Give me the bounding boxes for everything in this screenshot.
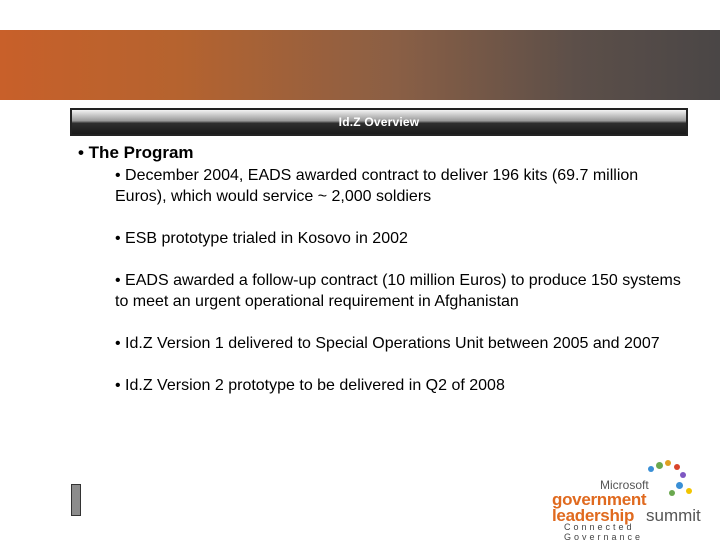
logo-tagline: Connected Governance	[564, 522, 644, 542]
logo-summit: summit	[646, 506, 701, 525]
slide-content	[78, 143, 688, 417]
bullet-item: • Id.Z Version 2 prototype to be delivered in Q2 of 2008	[115, 377, 505, 394]
bullet-list	[115, 165, 688, 396]
title-bar	[70, 108, 688, 136]
logo-government: government	[552, 490, 647, 509]
logo-microsoft: Microsoft	[600, 478, 649, 492]
bullet-item: • EADS awarded a follow-up contract (10 million Euros) to produce 150 systems to meet an urgent operational requirement in Afghanistan	[115, 272, 681, 310]
slide-marker	[71, 484, 81, 516]
summit-logo	[550, 458, 710, 542]
top-banner	[0, 30, 720, 100]
bullet-item: • December 2004, EADS awarded contract to deliver 196 kits (69.7 million Euros), which would service ~ 2,000 soldiers	[115, 167, 639, 205]
logo-leadership: leadership	[552, 506, 635, 525]
bullet-item: • Id.Z Version 1 delivered to Special Operations Unit between 2005 and 2007	[115, 335, 660, 352]
bullet-item: • ESB prototype trialed in Kosovo in 2002	[115, 230, 408, 247]
section-heading: • The Program	[78, 143, 194, 162]
slide-title: Id.Z Overview	[338, 115, 420, 129]
